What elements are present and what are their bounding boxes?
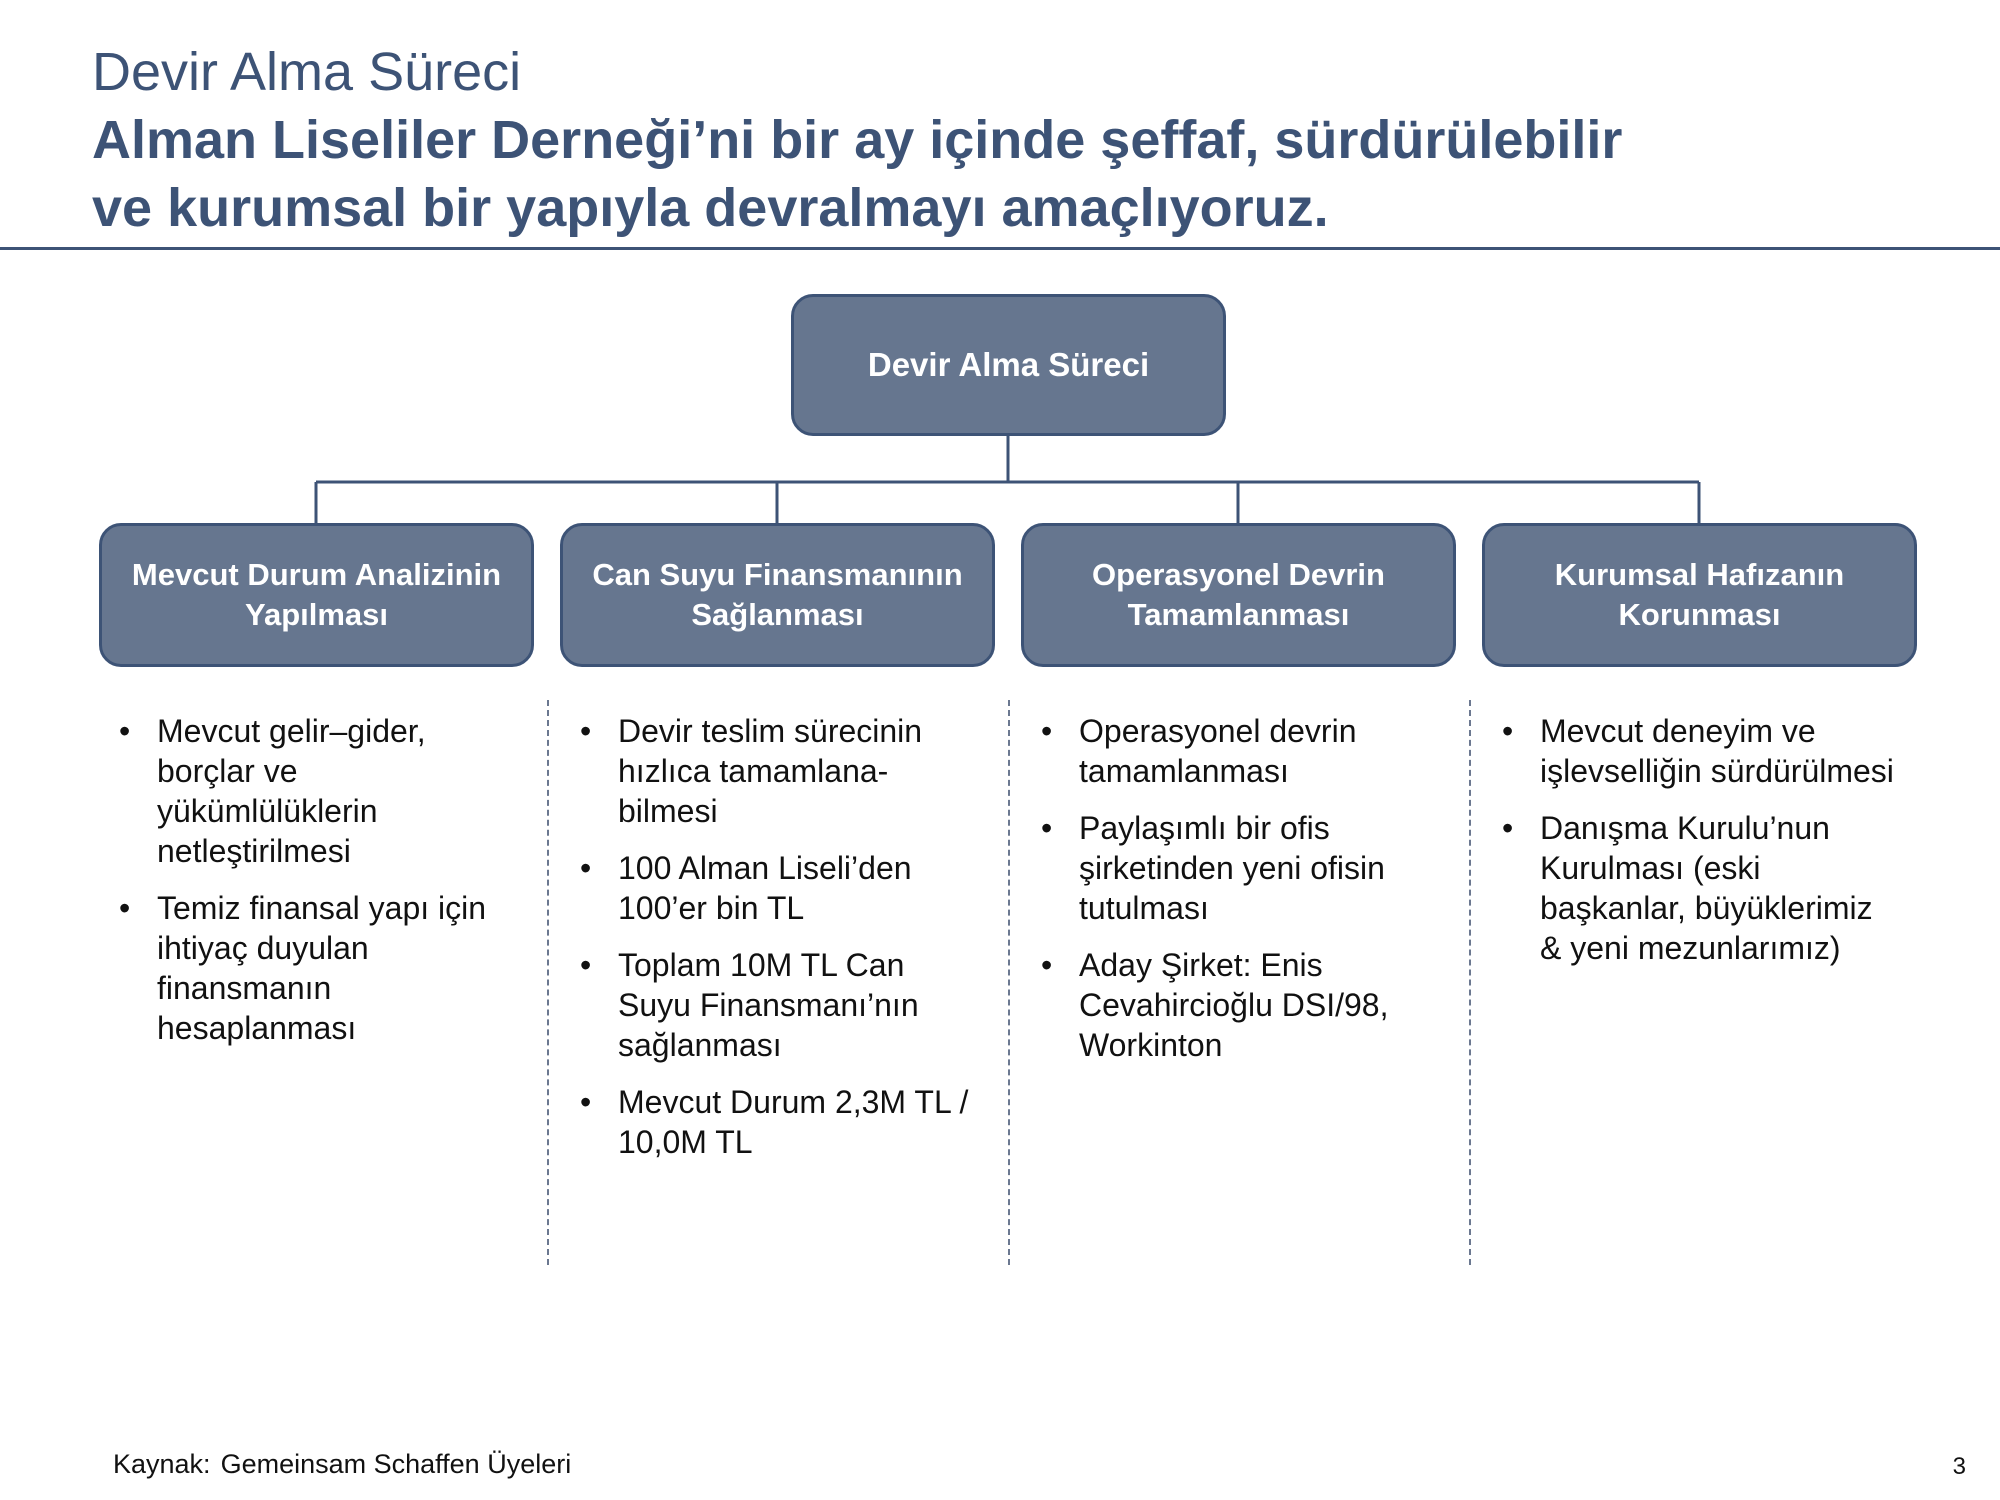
column-divider xyxy=(547,700,549,1265)
bullet-item: • Mevcut deneyim ve işlevselliğin sürdürülmesi xyxy=(1502,711,1900,791)
bullet-list-analysis xyxy=(119,711,517,1065)
branch-node-label: Operasyonel Devrin Tamamlanması xyxy=(1092,557,1385,632)
bullet-item: • Mevcut Durum 2,3M TL / 10,0M TL xyxy=(580,1082,978,1162)
branch-node-label: Mevcut Durum Analizinin Yapılması xyxy=(131,557,502,632)
bullet-item: • Toplam 10M TL Can Suyu Finansmanı’nın sağlanması xyxy=(580,945,978,1065)
branch-node-label: Can Suyu Finansmanının Sağlanması xyxy=(592,557,963,632)
bullet-list-operations xyxy=(1041,711,1439,1082)
bullet-item: • Temiz finansal yapı için ihtiyaç duyulan finansmanın hesaplanması xyxy=(119,888,517,1048)
column-divider xyxy=(1008,700,1010,1265)
root-node xyxy=(791,294,1226,436)
bullet-item: • 100 Alman Liseli’den 100’er bin TL xyxy=(580,848,978,928)
bullet-list-financing xyxy=(580,711,978,1179)
bullet-item: • Danışma Kurulu’nun Kurulması (eski başkanlar, büyüklerimiz & yeni mezunlarımız) xyxy=(1502,808,1900,968)
bullet-item: • Devir teslim sürecinin hızlıca tamamlana-bilmesi xyxy=(580,711,978,831)
branch-node-label: Kurumsal Hafızanın Korunması xyxy=(1554,557,1845,632)
page-number: 3 xyxy=(1952,1453,1966,1480)
root-node-label: Devir Alma Süreci xyxy=(867,346,1150,383)
bullet-item: • Aday Şirket: Enis Cevahircioğlu DSI/98, Workinton xyxy=(1041,945,1439,1065)
bullet-item: • Paylaşımlı bir ofis şirketinden yeni ofisin tutulması xyxy=(1041,808,1439,928)
source-label: Kaynak: xyxy=(113,1449,211,1479)
bullet-list-memory xyxy=(1502,711,1900,985)
headline-line: ve kurumsal bir yapıyla devralmayı amaçlıyoruz. xyxy=(92,178,1329,238)
bullet-item: • Mevcut gelir–gider, borçlar ve yükümlülüklerin netleştirilmesi xyxy=(119,711,517,871)
source-note xyxy=(113,1447,571,1481)
branch-node-operations xyxy=(1021,523,1456,667)
bullet-item: • Operasyonel devrin tamamlanması xyxy=(1041,711,1439,791)
branch-node-memory xyxy=(1482,523,1917,667)
headline-line: Alman Liseliler Derneği’ni bir ay içinde şeffaf, sürdürülebilir xyxy=(92,110,1623,170)
source-text: Gemeinsam Schaffen Üyeleri xyxy=(220,1449,572,1479)
slide-title: Devir Alma Süreci xyxy=(92,42,522,102)
column-divider xyxy=(1469,700,1471,1265)
branch-node-analysis xyxy=(99,523,534,667)
branch-node-financing xyxy=(560,523,995,667)
